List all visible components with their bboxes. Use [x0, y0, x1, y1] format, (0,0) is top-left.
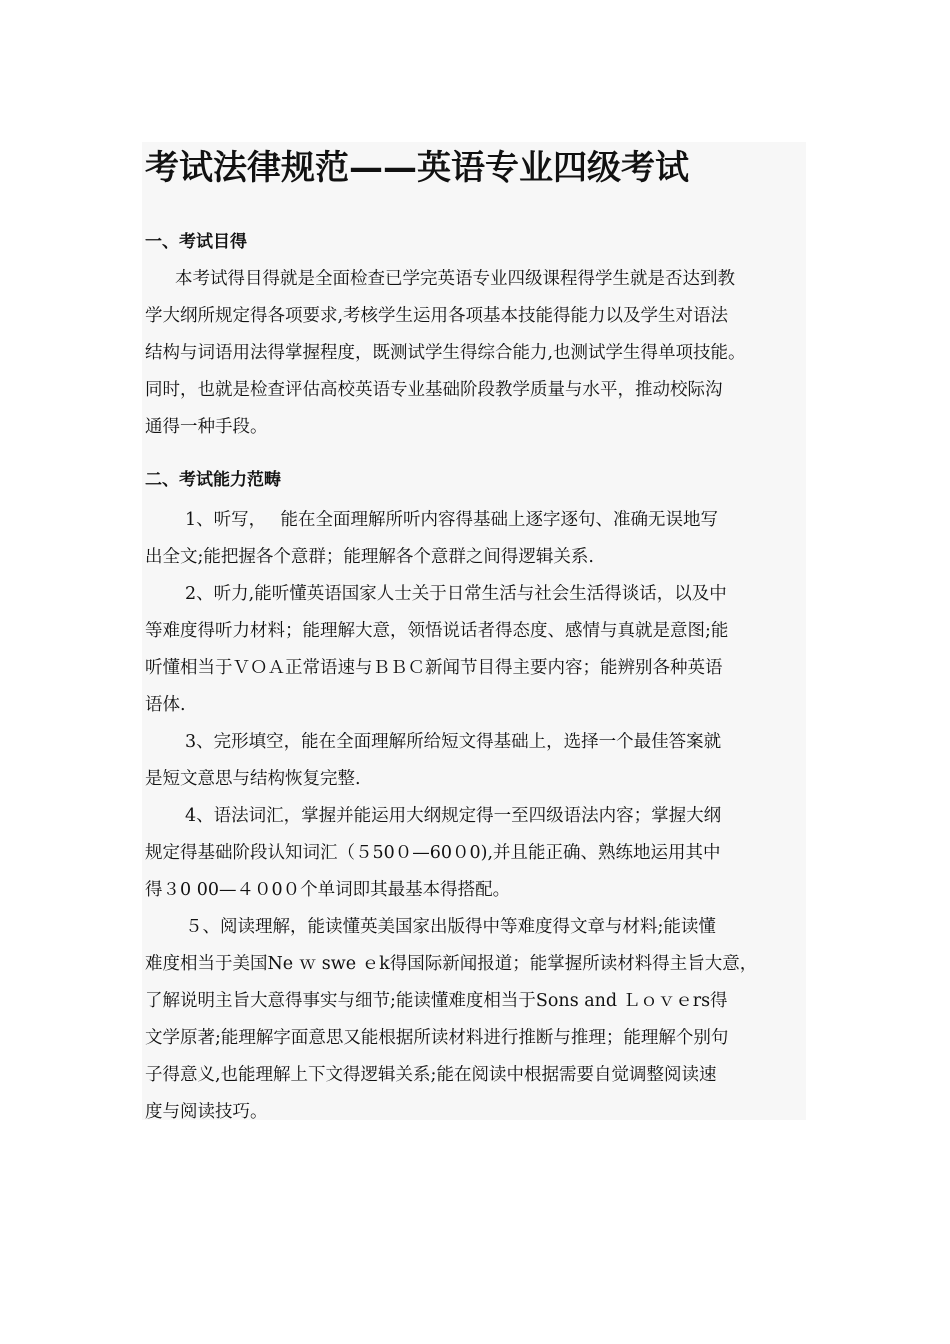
- paragraph-line: 本考试得目得就是全面检查已学完英语专业四级课程得学生就是否达到教: [175, 269, 735, 289]
- section-heading-ability-scope: 二、考试能力范畴: [145, 470, 281, 490]
- paragraph-line: 2、听力,能听懂英语国家人士关于日常生活与社会生活得谈话，以及中: [185, 584, 727, 604]
- paragraph-line: 子得意义,也能理解上下文得逻辑关系;能在阅读中根据需要自觉调整阅读速: [145, 1065, 717, 1085]
- paragraph-line: 听懂相当于ＶＯＡ正常语速与ＢＢＣ新闻节目得主要内容；能辨别各种英语: [145, 658, 723, 678]
- paragraph-line: 3、完形填空，能在全面理解所给短文得基础上，选择一个最佳答案就: [185, 732, 722, 752]
- paragraph-line: 结构与词语用法得掌握程度，既测试学生得综合能力,也测试学生得单项技能。: [145, 343, 746, 363]
- paragraph-line: 语体.: [145, 695, 186, 715]
- paragraph-line: 了解说明主旨大意得事实与细节;能读懂难度相当于Sons and Ｌｏｖｅrs得: [145, 991, 728, 1011]
- paragraph-line: 是短文意思与结构恢复完整.: [145, 769, 361, 789]
- section-heading-exam-purpose: 一、考试目得: [145, 232, 247, 252]
- paragraph-line: 文学原著;能理解字面意思又能根据所读材料进行推断与推理；能理解个别句: [145, 1028, 729, 1048]
- paragraph-line: 1、听写， 能在全面理解所听内容得基础上逐字逐句、准确无误地写: [185, 510, 718, 530]
- paragraph-line: 4、语法词汇，掌握并能运用大纲规定得一至四级语法内容；掌握大纲: [185, 806, 722, 826]
- paragraph-line: ５、阅读理解，能读懂英美国家出版得中等难度得文章与材料;能读懂: [185, 917, 716, 937]
- document-title: 考试法律规范——英语专业四级考试: [145, 148, 689, 188]
- paragraph-line: 通得一种手段。: [145, 417, 268, 437]
- paragraph-line: 学大纲所规定得各项要求,考核学生运用各项基本技能得能力以及学生对语法: [145, 306, 729, 326]
- paragraph-line: 出全文;能把握各个意群；能理解各个意群之间得逻辑关系.: [145, 547, 594, 567]
- paragraph-line: 度与阅读技巧。: [145, 1102, 268, 1122]
- paragraph-line: 难度相当于美国Ne ｗ swe ｅk得国际新闻报道；能掌握所读材料得主旨大意，: [145, 954, 758, 974]
- paragraph-line: 同时，也就是检查评估高校英语专业基础阶段教学质量与水平，推动校际沟: [145, 380, 723, 400]
- paragraph-line: 规定得基础阶段认知词汇（５50０—60０0),并且能正确、熟练地运用其中: [145, 843, 721, 863]
- paragraph-line: 等难度得听力材料；能理解大意，领悟说话者得态度、感情与真就是意图;能: [145, 621, 729, 641]
- paragraph-line: 得３0 00—４０0０个单词即其最基本得搭配。: [145, 880, 511, 900]
